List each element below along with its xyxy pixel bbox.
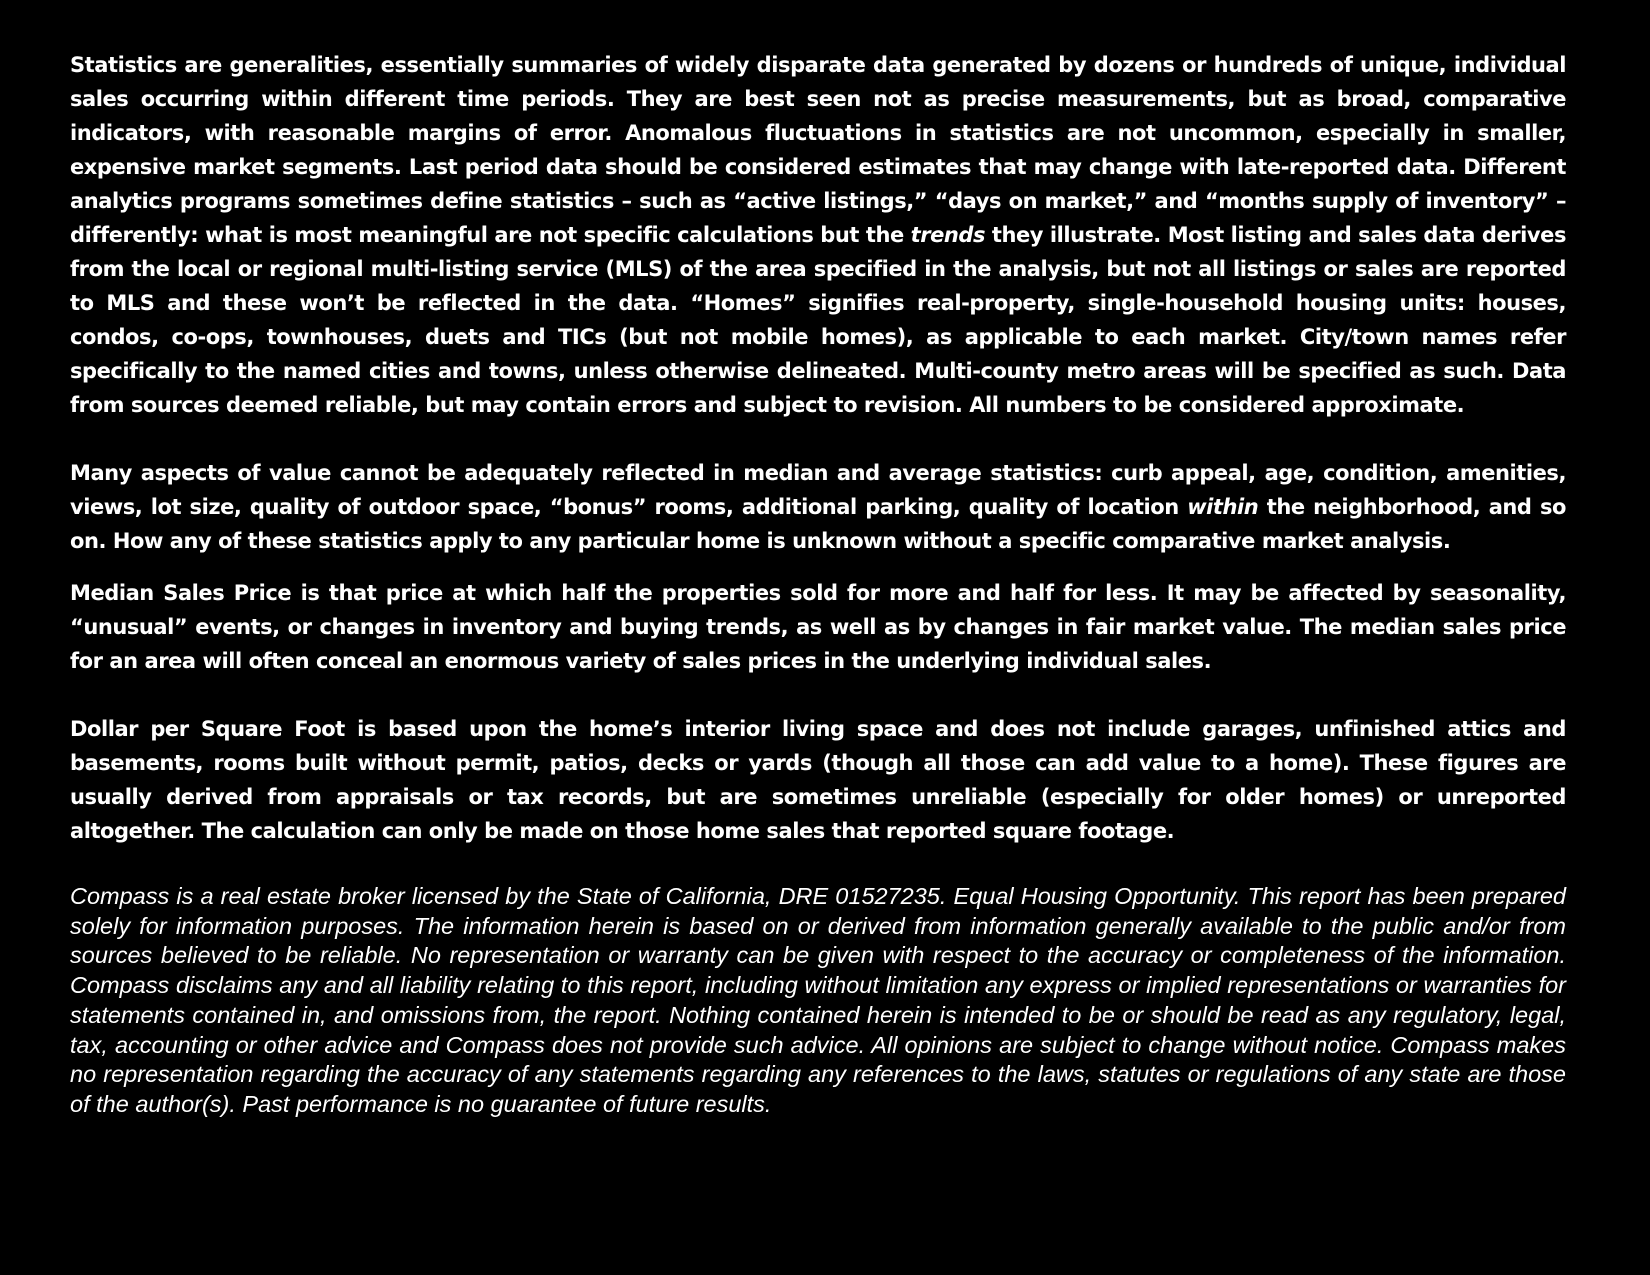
- value-aspects-text-part-1: Many aspects of value cannot be adequately reflected in median and average statistics: curb appeal, age, condition, amenities, views, lot size, quality of outdoor space, “bonus” rooms, additional parking, quality of location: [70, 461, 1566, 519]
- document-page: [70, 48, 1566, 1120]
- legal-disclaimer: Compass is a real estate broker licensed by the State of California, DRE 01527235. Equal Housing Opportunity. This report has been prepared solely for information purposes. The information herein is based on or derived from information generally available to the public and/or from sources believed to be reliable. No representation or warranty can be given with respect to the accuracy or completeness of the information. Compass disclaims any and all liability relating to this report, including without limitation any express or implied representations or warranties for statements contained in, and omissions from, the report. Nothing contained herein is intended to be or should be read as any regulatory, legal, tax, accounting or other advice and Compass does not provide such advice. All opinions are subject to change without notice. Compass makes no representation regarding the accuracy of any statements regarding any references to the laws, statutes or regulations of any state are those of the author(s). Past performance is no guarantee of future results.: [70, 883, 1566, 1117]
- statistics-emphasis-trends: trends: [910, 223, 986, 247]
- value-aspects-paragraph: [70, 456, 1566, 558]
- statistics-text-part-2: they illustrate. Most listing and sales data derives from the local or regional multi-listing service (MLS) of the area specified in the analysis, but not all listings or sales are reported to MLS and these won’t be reflected in the data. “Homes” signifies real-property, single-household housing units: houses, condos, co-ops, townhouses, duets and TICs (but not mobile homes), as applicable to each market. City/town names refer specifically to the named cities and towns, unless otherwise delineated. Multi-county metro areas will be specified as such. Data from sources deemed reliable, but may contain errors and subject to revision. All numbers to be considered approximate.: [70, 223, 1567, 417]
- statistics-paragraph: [70, 48, 1566, 422]
- value-aspects-text-part-2: the neighborhood, and so on. How any of these statistics apply to any particular home is unknown without a specific comparative market analysis.: [70, 495, 1566, 553]
- median-sales-price-paragraph: Median Sales Price is that price at which half the properties sold for more and half for less. It may be affected by seasonality, “unusual” events, or changes in inventory and buying trends, as well as by changes in fair market value. The median sales price for an area will often conceal an enormous variety of sales prices in the underlying individual sales.: [70, 581, 1566, 673]
- statistics-text-part-1: Statistics are generalities, essentially summaries of widely disparate data generated by dozens or hundreds of unique, individual sales occurring within different time periods. They are best seen not as precise measurements, but as broad, comparative indicators, with reasonable margins of error. Anomalous fluctuations in statistics are not uncommon, especially in smaller, expensive market segments. Last period data should be considered estimates that may change with late-reported data. Different analytics programs sometimes define statistics – such as “active listings,” “days on market,” and “months supply of inventory” – differently: what is most meaningful are not specific calculations but the: [70, 53, 1566, 247]
- dollar-per-square-foot-paragraph: Dollar per Square Foot is based upon the home’s interior living space and does not include garages, unfinished attics and basements, rooms built without permit, patios, decks or yards (though all those can add value to a home). These figures are usually derived from appraisals or tax records, but are sometimes unreliable (especially for older homes) or unreported altogether. The calculation can only be made on those home sales that reported square footage.: [70, 717, 1566, 843]
- value-aspects-emphasis-within: within: [1187, 495, 1259, 519]
